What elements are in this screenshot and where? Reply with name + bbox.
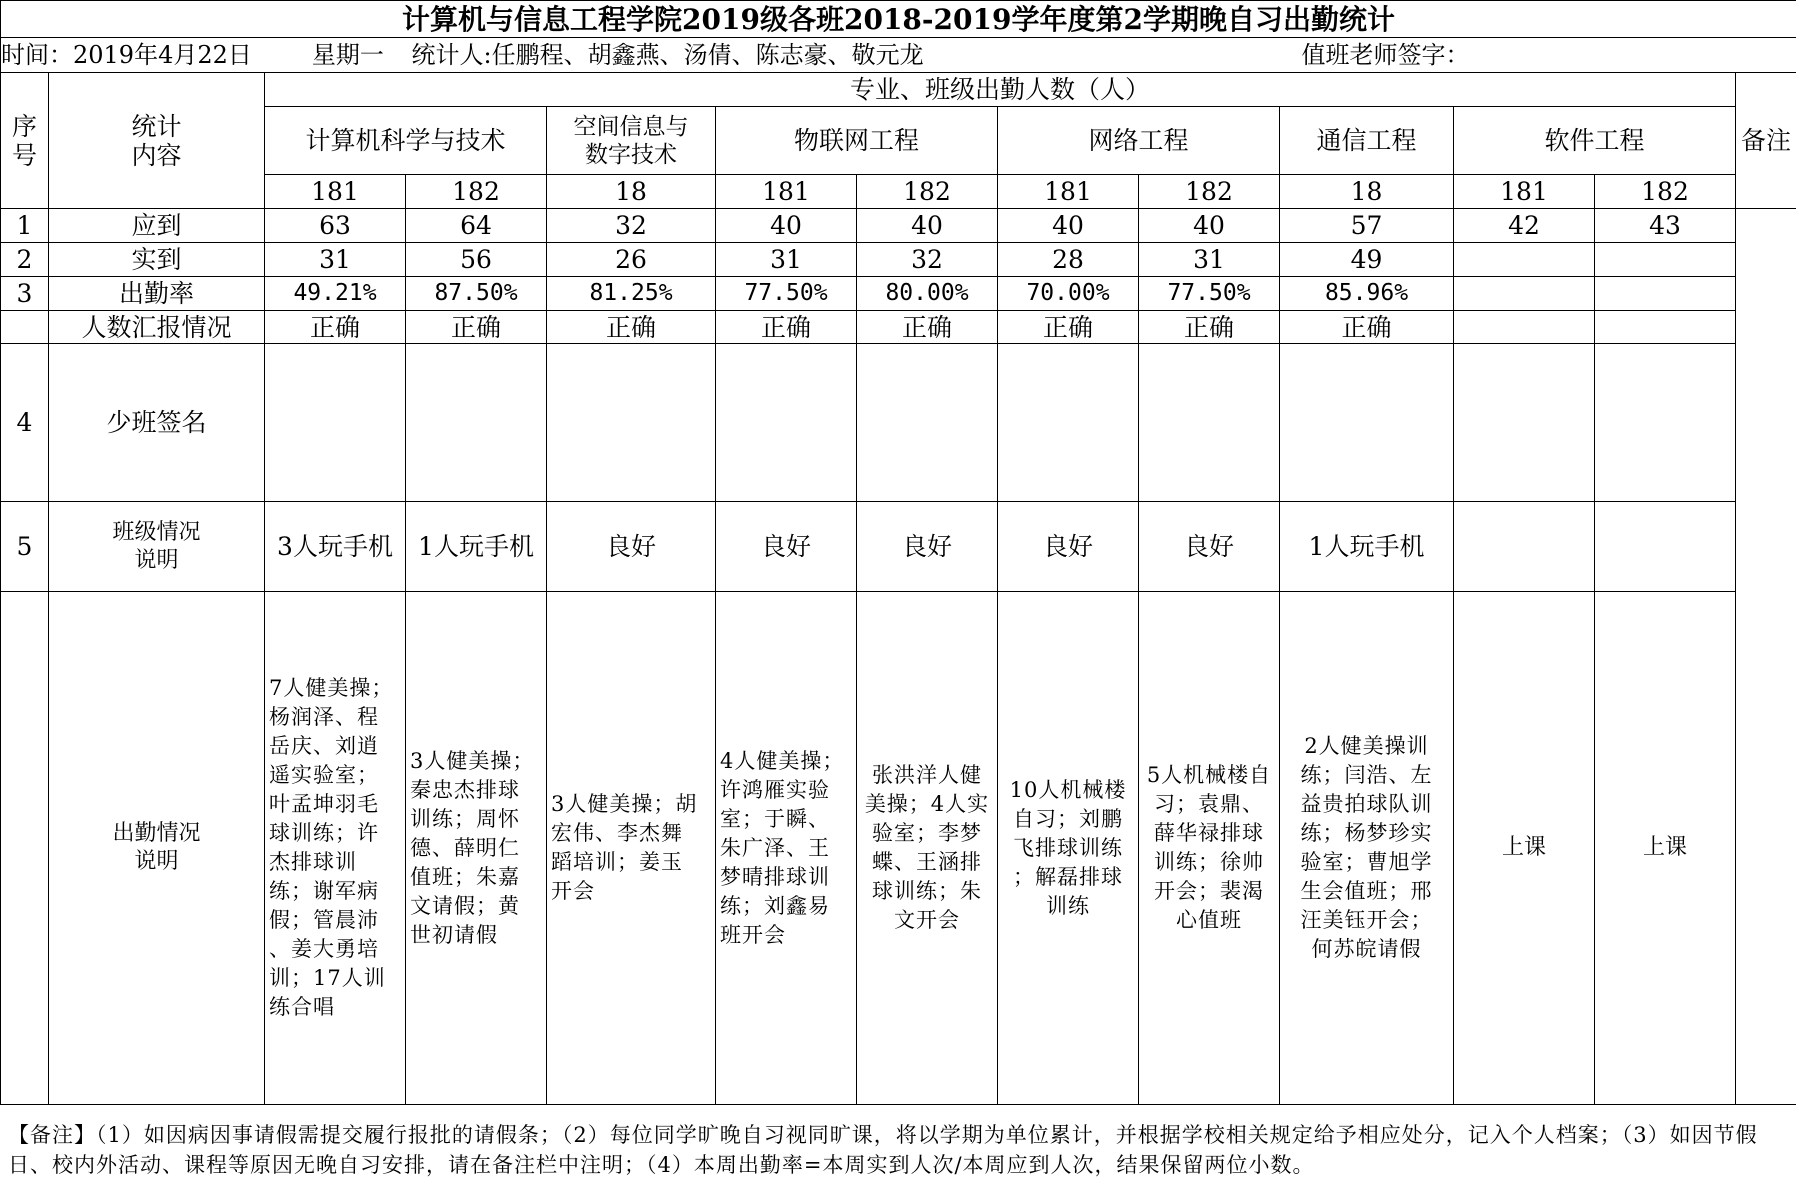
table-cell: 正确 — [998, 311, 1139, 344]
row-seq: 2 — [1, 243, 49, 277]
header-row-group — [1, 73, 1796, 107]
row-seq — [1, 311, 49, 344]
table-cell: 正确 — [716, 311, 857, 344]
signature-cell[interactable] — [716, 344, 857, 502]
header-row-majors — [1, 107, 1796, 175]
table-cell: 49 — [1280, 243, 1454, 277]
major-header: 网络工程 — [998, 107, 1280, 175]
teacher-signature: 值班老师签字： — [1280, 38, 1796, 73]
table-row — [1, 277, 1796, 311]
major-header: 物联网工程 — [716, 107, 998, 175]
footnote-notes: 【备注】（1）如因病因事请假需提交履行报批的请假条；（2）每位同学旷晚自习视同旷课，将以学期为单位累计，并根据学校相关规定给予相应处分，记入个人档案；（3）如因节假日、校内外活动、课程等原因无晚自习安排，请在备注栏中注明；（4）本周出勤率=本周实到人次/本周应到人次，结果保留两位小数。 — [8, 1123, 1758, 1177]
table-cell: 28 — [998, 243, 1139, 277]
table-cell: 1人玩手机 — [406, 502, 547, 592]
table-cell: 64 — [406, 209, 547, 243]
row-seq: 1 — [1, 209, 49, 243]
title-row — [1, 1, 1796, 38]
table-cell — [1454, 243, 1595, 277]
class-header: 182 — [1595, 175, 1736, 209]
table-cell: 81.25% — [547, 277, 716, 311]
header-content: 统计 内容 — [49, 73, 265, 209]
signature-cell[interactable] — [547, 344, 716, 502]
major-header: 空间信息与 数字技术 — [547, 107, 716, 175]
header-remark: 备注 — [1736, 73, 1796, 209]
header-group: 专业、班级出勤人数（人） — [265, 73, 1736, 107]
row-label: 班级情况 说明 — [49, 502, 265, 592]
table-cell: 26 — [547, 243, 716, 277]
signature-cell[interactable] — [1595, 344, 1736, 502]
meta-cell-time — [1, 38, 406, 73]
class-header: 181 — [716, 175, 857, 209]
table-cell: 40 — [716, 209, 857, 243]
table-cell: 40 — [998, 209, 1139, 243]
table-cell — [1454, 277, 1595, 311]
table-cell: 正确 — [406, 311, 547, 344]
table-cell: 70.00% — [998, 277, 1139, 311]
table-cell: 3人健美操； 秦忠杰排球 训练；周怀 德、薛明仁 值班；朱嘉 文请假；黄 世初请假 — [406, 592, 547, 1105]
class-header: 181 — [998, 175, 1139, 209]
table-cell: 良好 — [857, 502, 998, 592]
signature-cell[interactable] — [406, 344, 547, 502]
class-header: 182 — [1139, 175, 1280, 209]
table-cell: 10人机械楼 自习；刘鹏 飞排球训练 ；解磊排球 训练 — [998, 592, 1139, 1105]
table-cell: 42 — [1454, 209, 1595, 243]
row-label: 出勤率 — [49, 277, 265, 311]
major-header: 计算机科学与技术 — [265, 107, 547, 175]
table-cell: 正确 — [857, 311, 998, 344]
table-cell: 良好 — [716, 502, 857, 592]
meta-row — [1, 38, 1796, 73]
table-cell: 正确 — [1280, 311, 1454, 344]
table-cell: 87.50% — [406, 277, 547, 311]
table-cell: 32 — [857, 243, 998, 277]
table-cell: 良好 — [547, 502, 716, 592]
class-header: 181 — [265, 175, 406, 209]
row-label: 出勤情况 说明 — [49, 592, 265, 1105]
table-cell: 张洪洋人健 美操；4人实 验室；李梦 蝶、王涵排 球训练；朱 文开会 — [857, 592, 998, 1105]
table-cell: 正确 — [547, 311, 716, 344]
table-cell: 77.50% — [716, 277, 857, 311]
row-seq: 5 — [1, 502, 49, 592]
table-row — [1, 209, 1796, 243]
table-cell — [1595, 502, 1736, 592]
table-cell: 40 — [857, 209, 998, 243]
table-cell: 良好 — [998, 502, 1139, 592]
header-seq: 序号 — [1, 73, 49, 209]
signature-cell[interactable] — [1454, 344, 1595, 502]
table-cell: 2人健美操训 练；闫浩、左 益贵拍球队训 练；杨梦珍实 验室；曹旭学 生会值班；邢 汪美钰开会； 何苏皖请假 — [1280, 592, 1454, 1105]
signature-cell[interactable] — [1280, 344, 1454, 502]
table-cell: 63 — [265, 209, 406, 243]
table-row — [1, 311, 1796, 344]
header-row-classes — [1, 175, 1796, 209]
remark-cell — [1736, 209, 1796, 1105]
table-cell: 3人健美操；胡 宏伟、李杰舞 蹈培训；姜玉 开会 — [547, 592, 716, 1105]
class-header: 182 — [857, 175, 998, 209]
table-cell: 49.21% — [265, 277, 406, 311]
table-cell: 80.00% — [857, 277, 998, 311]
stats-people: 统计人:任鹏程、胡鑫燕、汤倩、陈志豪、敬元龙 — [406, 38, 1280, 73]
table-cell — [1595, 311, 1736, 344]
table-cell — [1595, 277, 1736, 311]
row-seq: 3 — [1, 277, 49, 311]
table-cell: 3人玩手机 — [265, 502, 406, 592]
class-header: 181 — [1454, 175, 1595, 209]
row-label: 人数汇报情况 — [49, 311, 265, 344]
table-cell: 5人机械楼自 习；袁鼎、 薛华禄排球 训练；徐帅 开会；裴渴 心值班 — [1139, 592, 1280, 1105]
time-label: 时间：2019年4月22日 — [1, 40, 252, 69]
table-cell — [1595, 243, 1736, 277]
table-cell: 正确 — [265, 311, 406, 344]
table-row — [1, 502, 1796, 592]
class-header: 18 — [1280, 175, 1454, 209]
signature-cell[interactable] — [1139, 344, 1280, 502]
table-row — [1, 592, 1796, 1105]
table-cell: 上课 — [1454, 592, 1595, 1105]
major-header: 通信工程 — [1280, 107, 1454, 175]
row-seq — [1, 592, 49, 1105]
signature-cell[interactable] — [998, 344, 1139, 502]
table-cell: 4人健美操； 许鸿雁实验 室；于瞬、 朱广泽、王 梦晴排球训 练；刘鑫易 班开会 — [716, 592, 857, 1105]
table-cell: 85.96% — [1280, 277, 1454, 311]
table-cell: 31 — [1139, 243, 1280, 277]
table-cell: 正确 — [1139, 311, 1280, 344]
table-cell: 7人健美操； 杨润泽、程 岳庆、刘逍 遥实验室； 叶孟坤羽毛 球训练；许 杰排球训 练；谢军病 假；管晨沛 、姜大勇培 训；17人训 练合唱 — [265, 592, 406, 1105]
signature-cell[interactable] — [265, 344, 406, 502]
table-cell: 良好 — [1139, 502, 1280, 592]
table-cell — [1454, 502, 1595, 592]
table-cell — [1454, 311, 1595, 344]
row-label: 实到 — [49, 243, 265, 277]
table-cell: 43 — [1595, 209, 1736, 243]
table-cell: 1人玩手机 — [1280, 502, 1454, 592]
table-row — [1, 243, 1796, 277]
class-header: 18 — [547, 175, 716, 209]
signature-cell[interactable] — [857, 344, 998, 502]
table-cell: 77.50% — [1139, 277, 1280, 311]
table-cell: 40 — [1139, 209, 1280, 243]
table-cell: 56 — [406, 243, 547, 277]
table-cell: 32 — [547, 209, 716, 243]
page-title: 计算机与信息工程学院2019级各班2018-2019学年度第2学期晚自习出勤统计 — [1, 1, 1796, 38]
table-cell: 31 — [265, 243, 406, 277]
row-seq: 4 — [1, 344, 49, 502]
table-cell: 上课 — [1595, 592, 1736, 1105]
major-header: 软件工程 — [1454, 107, 1736, 175]
row-label: 少班签名 — [49, 344, 265, 502]
class-header: 182 — [406, 175, 547, 209]
row-label: 应到 — [49, 209, 265, 243]
weekday-label: 星期一 — [311, 40, 384, 69]
signature-row — [1, 344, 1796, 502]
table-cell: 31 — [716, 243, 857, 277]
table-cell: 57 — [1280, 209, 1454, 243]
